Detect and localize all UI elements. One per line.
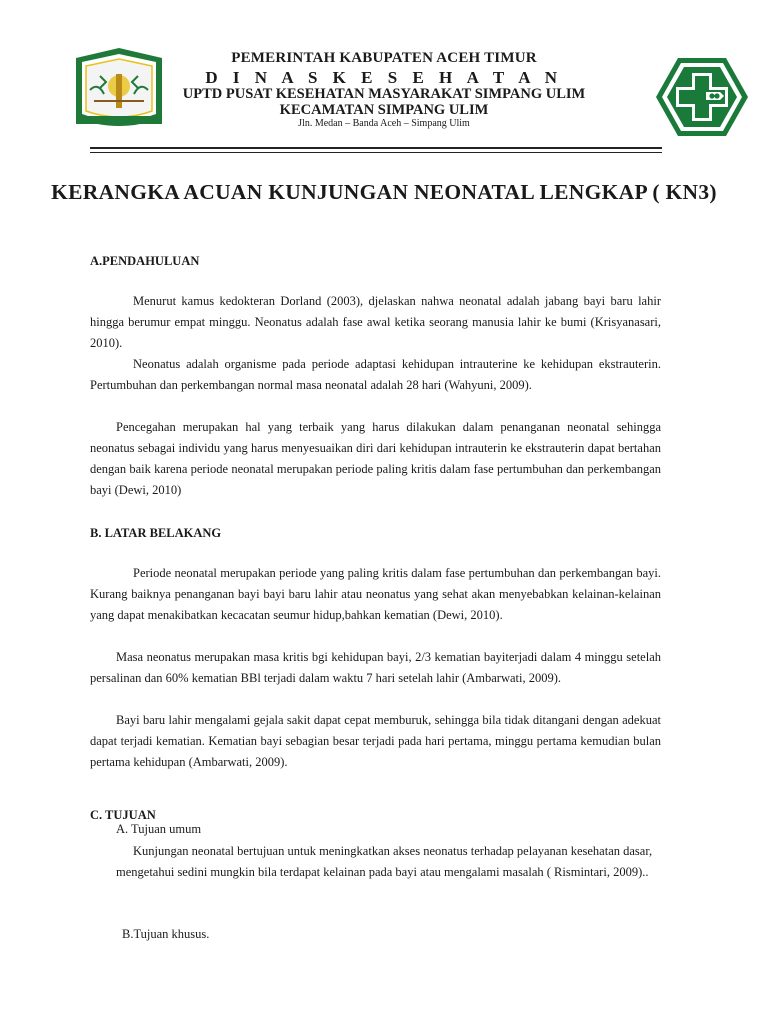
letterhead-department: D I N A S K E S E H A T A N bbox=[205, 68, 563, 87]
letterhead-district: KECAMATAN SIMPANG ULIM bbox=[279, 102, 489, 118]
document-title: KERANGKA ACUAN KUNJUNGAN NEONATAL LENGKAP ( KN3) bbox=[51, 180, 717, 204]
section-b-heading: B. LATAR BELAKANG bbox=[90, 526, 222, 540]
letterhead-government: PEMERINTAH KABUPATEN ACEH TIMUR bbox=[231, 50, 537, 66]
section-b-paragraph-3: Bayi baru lahir mengalami gejala sakit dapat cepat memburuk, sehingga bila tidak ditangani dengan adekuat dapat terjadi kematian. Kematian bayi sebagian besar terjadi pada hari pertama, minggu pertama kemudian bulan pertama kehidupan (Ambarwati, 2009). bbox=[90, 713, 661, 769]
section-c-subheading-general: A. Tujuan umum bbox=[116, 822, 202, 836]
section-a-heading: A.PENDAHULUAN bbox=[90, 254, 200, 268]
letterhead-divider-thin bbox=[90, 152, 662, 153]
letterhead-divider-thick bbox=[90, 147, 662, 149]
section-b-paragraph-1: Periode neonatal merupakan periode yang paling kritis dalam fase pertumbuhan dan perkembangan bayi. Kurang baiknya penanganan bayi bayi baru lahir atau neonatus yang sehat akan menyebabkan kelainan-kelainan yang dapat menakibatkan kecacatan seumur hidup,bahkan kematian (Dewi, 2010). bbox=[90, 566, 661, 622]
section-a-paragraph-2: Neonatus adalah organisme pada periode adaptasi kehidupan intrauterine ke kehidupan ekstrauterin. Pertumbuhan dan perkembangan normal masa neonatal adalah 28 hari (Wahyuni, 2009). bbox=[90, 357, 661, 392]
section-a-paragraph-3: Pencegahan merupakan hal yang terbaik yang harus dilakukan dalam penanganan neonatal sehingga neonatus sebagai individu yang harus menyesuaikan diri dari kehidupan intrauterin ke ekstrauterin dapat bertahan dengan baik karena periode neonatal merupakan periode paling kritis dalam fase pertumbuhan dan perkembangan bayi (Dewi, 2010) bbox=[90, 420, 661, 497]
section-b-paragraph-2: Masa neonatus merupakan masa kritis bgi kehidupan bayi, 2/3 kematian bayiterjadi dalam 4 minggu setelah persalinan dan 60% kematian BBl terjadi dalam waktu 7 hari setelah lahir (Ambarwati, 2009). bbox=[90, 650, 661, 685]
section-c-paragraph-1: Kunjungan neonatal bertujuan untuk meningkatkan akses neonatus terhadap pelayanan kesehatan dasar, mengetahui sedini mungkin bila terdapat kelainan pada bayi atau mengalami masalah ( Rismintari, 2009).. bbox=[116, 844, 653, 879]
section-c-subheading-specific: B.Tujuan khusus. bbox=[122, 927, 210, 941]
letterhead-unit: UPTD PUSAT KESEHATAN MASYARAKAT SIMPANG ULIM bbox=[182, 86, 586, 102]
letterhead-address: Jln. Medan – Banda Aceh – Simpang Ulim bbox=[298, 118, 470, 129]
section-a-paragraph-1: Menurut kamus kedokteran Dorland (2003), djelaskan nahwa neonatal adalah jabang bayi baru lahir hingga berumur empat minggu. Neonatus adalah fase awal ketika seorang manusia lahir ke bumi (Krisyanasari, 2010). bbox=[90, 294, 661, 350]
section-c-heading: C. TUJUAN bbox=[90, 808, 156, 822]
